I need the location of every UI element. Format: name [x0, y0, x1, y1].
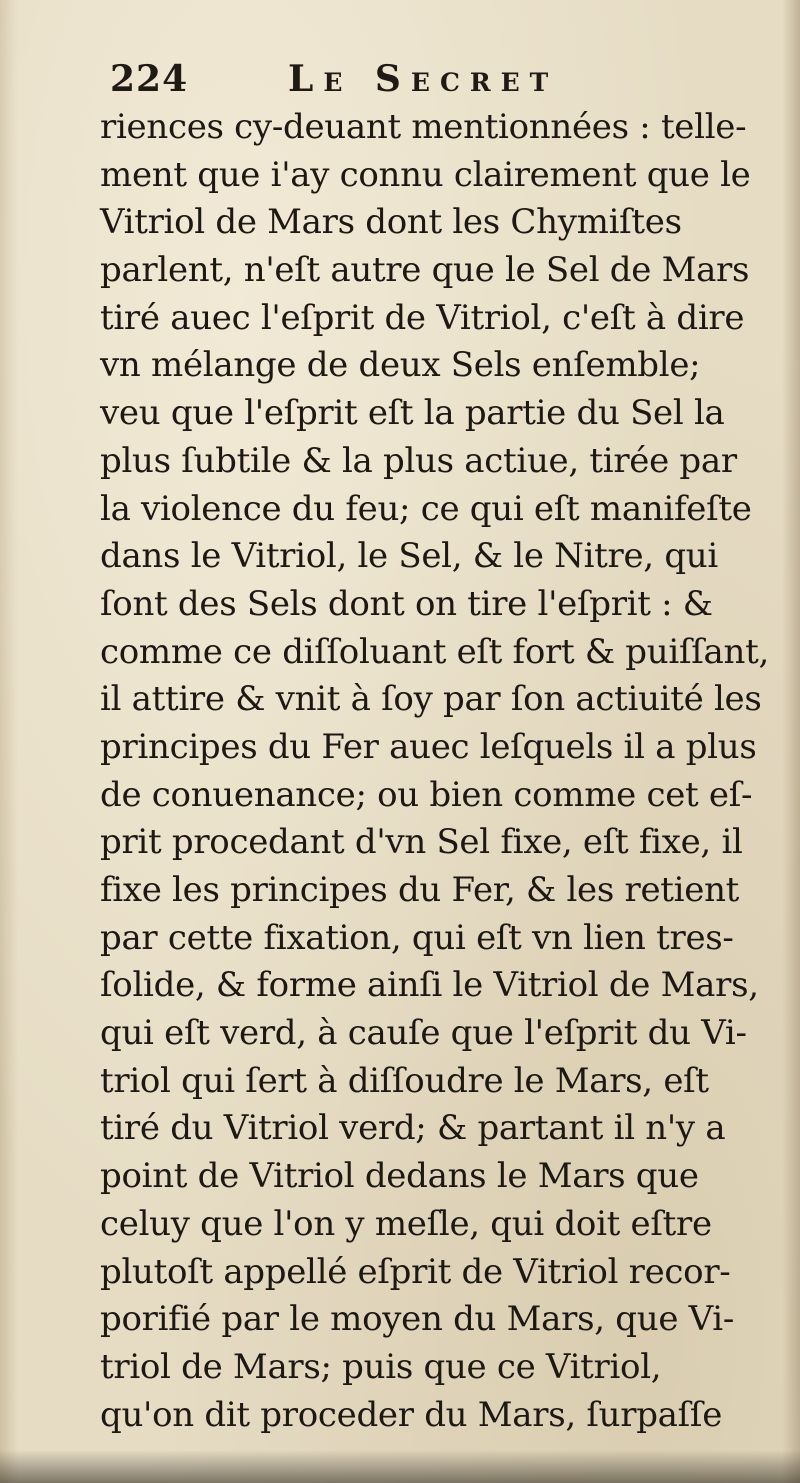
text-line: comme ce diſſoluant eſt fort & puiſſant, — [100, 631, 769, 672]
text-line: ſolide, & forme ainſi le Vitriol de Mars, — [100, 965, 759, 1006]
text-line: plus ſubtile & la plus actiue, tirée par — [100, 440, 737, 481]
text-line: par cette fixation, qui eſt vn lien tres- — [100, 917, 734, 958]
text-line: triol qui ſert à diſſoudre le Mars, eſt — [100, 1060, 709, 1101]
running-head: Le Secret — [288, 58, 559, 100]
text-line: fixe les principes du Fer, & les retient — [100, 870, 740, 910]
text-line: il attire & vnit à ſoy par ſon actiuité les — [100, 679, 762, 720]
text-line: qu'on dit proceder du Mars, ſurpaſſe — [100, 1394, 723, 1435]
text-line: triol de Mars; puis que ce Vitriol, — [100, 1346, 662, 1387]
text-line: riences cy-deuant mentionnées : telle- — [100, 107, 747, 147]
text-line: celuy que l'on y meſle, qui doit eſtre — [100, 1203, 712, 1244]
text-line: dans le Vitriol, le Sel, & le Nitre, qui — [100, 536, 718, 577]
page-number: 224 — [110, 58, 189, 100]
text-line: principes du Fer auec leſquels il a plus — [100, 726, 757, 767]
text-line: vn mélange de deux Sels enſemble; — [100, 345, 701, 386]
text-line: ſont des Sels dont on tire l'eſprit : & — [100, 583, 713, 624]
text-line: de conuenance; ou bien comme cet eſ- — [100, 774, 753, 815]
body-text — [100, 104, 780, 1439]
text-line: porifié par le moyen du Mars, que Vi- — [100, 1299, 735, 1340]
text-line: ment que i'ay connu clairement que le — [100, 154, 751, 195]
text-line: Vitriol de Mars dont les Chymiſtes — [100, 202, 682, 243]
text-line: veu que l'eſprit eſt la partie du Sel la — [100, 393, 725, 434]
text-line: point de Vitriol dedans le Mars que — [100, 1156, 699, 1197]
page-bottom-edge — [0, 1450, 800, 1483]
text-line: la violence du feu; ce qui eſt manifeſte — [100, 488, 752, 529]
page-header — [0, 58, 800, 108]
text-line: parlent, n'eſt autre que le Sel de Mars — [100, 250, 750, 291]
text-line: qui eſt verd, à cauſe que l'eſprit du Vi- — [100, 1013, 747, 1054]
text-line: tiré du Vitriol verd; & partant il n'y a — [100, 1108, 726, 1149]
text-line: prit procedant d'vn Sel fixe, eſt fixe, il — [100, 822, 743, 863]
text-line: tiré auec l'eſprit de Vitriol, c'eſt à dire — [100, 297, 745, 338]
text-line: plutoſt appellé eſprit de Vitriol recor- — [100, 1251, 731, 1292]
